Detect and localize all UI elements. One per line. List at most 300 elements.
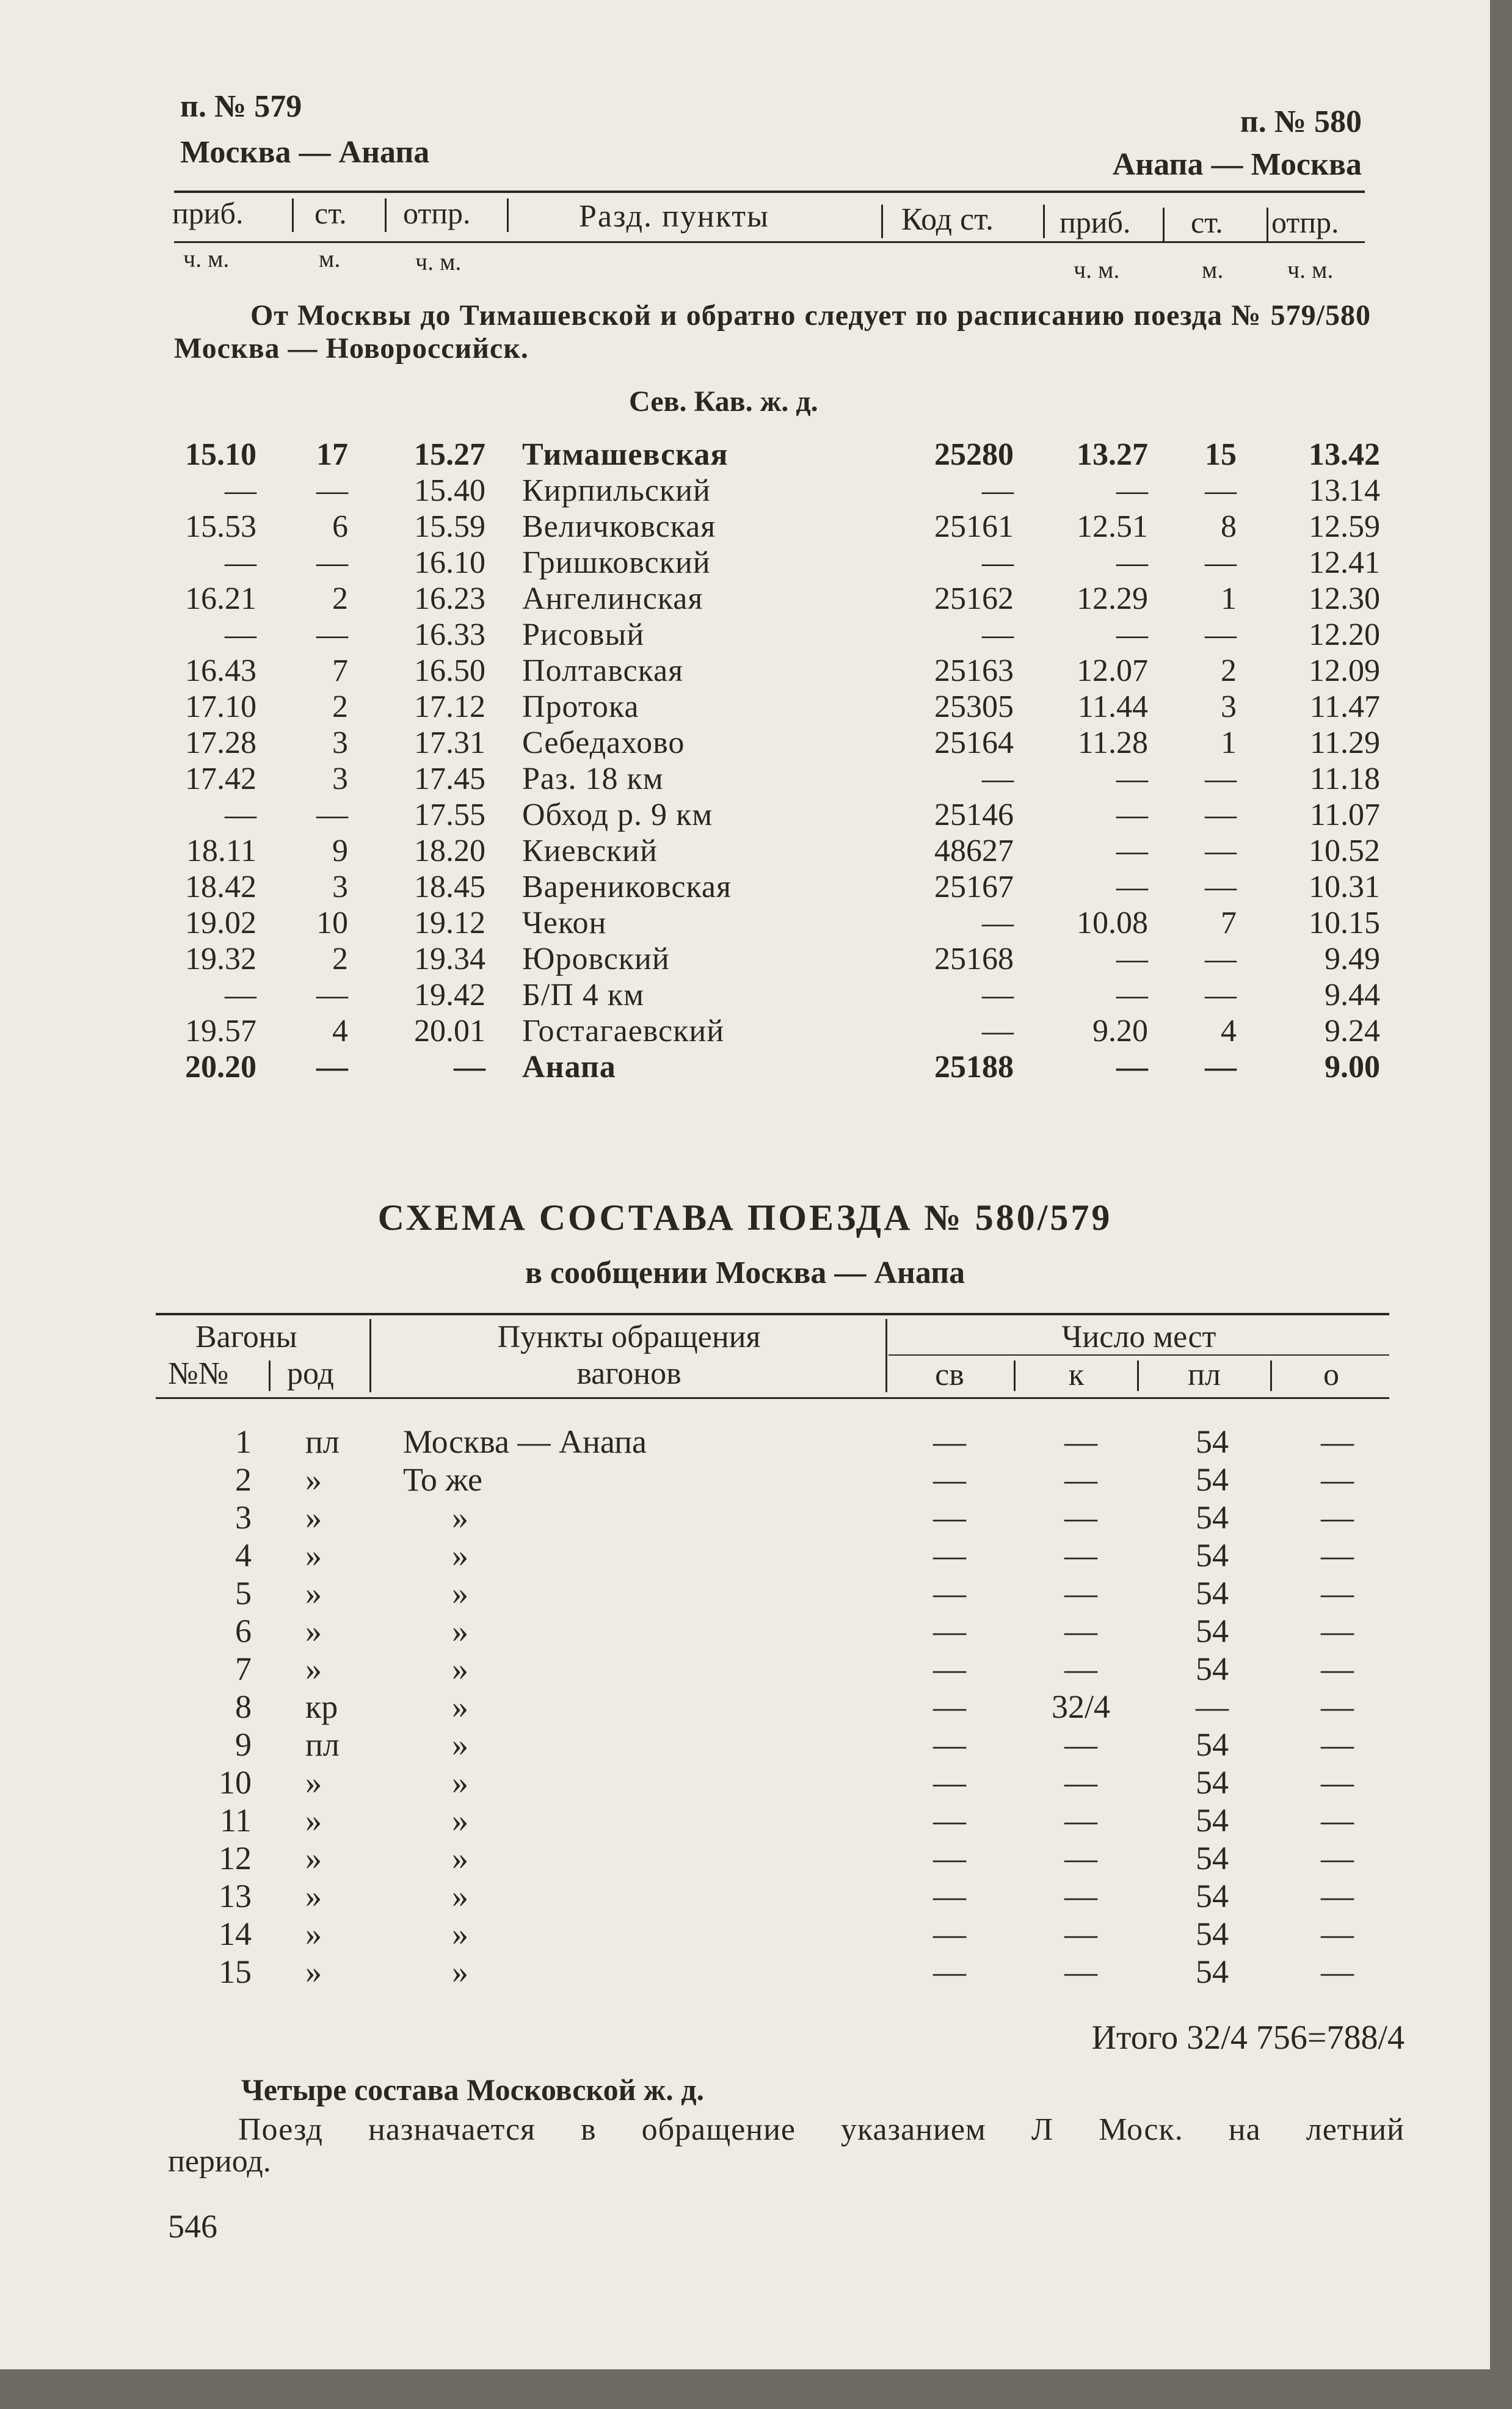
station-name: Гостагаевский — [522, 1014, 725, 1048]
wagon-kind: » — [305, 1916, 322, 1952]
wagon-k: — — [1064, 1423, 1097, 1460]
wagon-kind: » — [305, 1461, 322, 1498]
wagon-n: 6 — [235, 1613, 252, 1649]
wagon-row — [0, 1536, 1490, 1573]
station-stop2: — — [1205, 870, 1237, 904]
wagon-pl: 54 — [1196, 1916, 1229, 1952]
station-code: — — [982, 1014, 1014, 1048]
unit-stop: м. — [319, 245, 341, 272]
scheme-header-k: к — [1068, 1357, 1085, 1392]
station-arr2: 12.07 — [1077, 653, 1148, 688]
left-train-route: Москва — Анапа — [180, 135, 430, 170]
station-code: 48627 — [934, 834, 1014, 868]
wagon-pl: 54 — [1196, 1575, 1229, 1611]
scheme-header-points-2: вагонов — [576, 1356, 681, 1391]
wagon-row — [0, 1764, 1490, 1800]
wagon-kind: » — [305, 1802, 322, 1839]
station-stop2: 1 — [1221, 725, 1237, 760]
station-arr: 19.57 — [185, 1014, 256, 1048]
station-dep2: 11.29 — [1309, 725, 1380, 760]
wagon-row — [0, 1877, 1490, 1914]
wagon-row — [0, 1461, 1490, 1497]
station-arr: 18.42 — [185, 870, 256, 904]
station-dep: 15.59 — [414, 509, 485, 544]
station-dep2: 11.47 — [1309, 689, 1380, 724]
station-dep2: 12.09 — [1309, 653, 1380, 688]
station-dep: 17.12 — [414, 689, 485, 724]
station-stop2: — — [1205, 545, 1237, 580]
station-code: 25305 — [934, 689, 1014, 724]
station-stop2: 3 — [1221, 689, 1237, 724]
timetable-header-rule — [174, 241, 1365, 243]
wagon-sv: — — [933, 1840, 966, 1877]
station-row — [0, 761, 1490, 798]
wagon-kind: пл — [305, 1423, 340, 1460]
station-dep2: 13.14 — [1309, 473, 1380, 508]
station-name: Гришковский — [522, 545, 711, 580]
station-stop2: 1 — [1221, 581, 1237, 616]
wagon-k: — — [1064, 1651, 1097, 1687]
scheme-header-pl: пл — [1188, 1357, 1221, 1392]
wagon-o: — — [1321, 1499, 1354, 1536]
wagon-pl: 54 — [1196, 1726, 1229, 1763]
station-row — [0, 977, 1490, 1014]
wagon-pl: 54 — [1196, 1613, 1229, 1649]
station-stop2: 7 — [1221, 906, 1237, 940]
station-arr2: 9.20 — [1092, 1014, 1148, 1048]
wagon-sv: — — [933, 1651, 966, 1687]
wagon-route: Москва — Анапа — [403, 1423, 647, 1460]
header-arr: приб. — [172, 196, 244, 230]
station-row — [0, 869, 1490, 906]
wagon-n: 13 — [219, 1878, 252, 1914]
wagon-sv: — — [933, 1953, 966, 1990]
wagon-pl: — — [1196, 1688, 1229, 1725]
station-name: Анапа — [522, 1050, 616, 1085]
wagon-n: 12 — [219, 1840, 252, 1877]
wagon-pl: 54 — [1196, 1537, 1229, 1574]
station-code: 25163 — [934, 653, 1014, 688]
station-stop2: — — [1205, 617, 1237, 652]
station-name: Рисовый — [522, 617, 645, 652]
station-arr: — — [225, 978, 256, 1012]
station-dep: 20.01 — [414, 1014, 485, 1048]
header-code: Код ст. — [901, 202, 994, 237]
station-stop2: 4 — [1221, 1014, 1237, 1048]
wagon-pl: 54 — [1196, 1461, 1229, 1498]
station-code: — — [982, 617, 1014, 652]
page-number: 546 — [168, 2208, 217, 2245]
station-code: 25280 — [934, 437, 1014, 472]
station-arr2: 10.08 — [1077, 906, 1148, 940]
station-row — [0, 905, 1490, 942]
station-dep2: 10.52 — [1309, 834, 1380, 868]
station-code: — — [982, 978, 1014, 1012]
wagon-row — [0, 1726, 1490, 1762]
unit-dep2: ч. м. — [1287, 256, 1334, 283]
right-train-route: Анапа — Москва — [1112, 147, 1362, 182]
station-name: Кирпильский — [522, 473, 711, 508]
scheme-header-wagons: Вагоны — [195, 1320, 297, 1354]
wagon-sv: — — [933, 1499, 966, 1536]
station-stop2: — — [1205, 978, 1237, 1012]
station-dep2: 9.24 — [1325, 1014, 1380, 1048]
wagon-route: » — [452, 1575, 468, 1611]
unit-stop2: м. — [1202, 256, 1224, 283]
wagon-n: 4 — [235, 1537, 252, 1574]
wagon-k: — — [1064, 1878, 1097, 1914]
left-train-number: п. № 579 — [180, 89, 302, 124]
station-stop2: — — [1205, 834, 1237, 868]
station-stop: — — [316, 798, 348, 832]
station-dep: 16.50 — [414, 653, 485, 688]
wagon-route: » — [452, 1916, 468, 1952]
station-dep: 15.40 — [414, 473, 485, 508]
wagon-o: — — [1321, 1651, 1354, 1687]
wagon-route: » — [452, 1840, 468, 1877]
wagon-row — [0, 1839, 1490, 1876]
wagon-pl: 54 — [1196, 1764, 1229, 1801]
wagon-row — [0, 1423, 1490, 1459]
timetable-top-rule — [174, 191, 1365, 193]
station-stop: — — [316, 1050, 348, 1085]
station-code: 25146 — [934, 798, 1014, 832]
header-stop: ст. — [314, 196, 347, 230]
station-row — [0, 545, 1490, 581]
wagon-sv: — — [933, 1878, 966, 1914]
wagon-route: » — [452, 1537, 468, 1574]
wagon-pl: 54 — [1196, 1840, 1229, 1877]
station-code: — — [982, 545, 1014, 580]
header-points: Разд. пункты — [579, 199, 769, 234]
wagon-k: — — [1064, 1613, 1097, 1649]
station-arr: 16.21 — [185, 581, 256, 616]
station-stop2: 8 — [1221, 509, 1237, 544]
station-dep2: 9.44 — [1325, 978, 1380, 1012]
header-arr2: приб. — [1059, 205, 1131, 239]
station-code: — — [982, 906, 1014, 940]
wagon-n: 10 — [219, 1764, 252, 1801]
scheme-header-sv: св — [935, 1357, 964, 1392]
wagon-route: » — [452, 1764, 468, 1801]
station-stop2: — — [1205, 473, 1237, 508]
wagon-sv: — — [933, 1764, 966, 1801]
wagon-o: — — [1321, 1802, 1354, 1839]
schedule-note-line-2: период. — [168, 2144, 271, 2179]
wagon-row — [0, 1688, 1490, 1724]
station-stop: 2 — [332, 581, 348, 616]
wagon-o: — — [1321, 1613, 1354, 1649]
station-stop: 3 — [332, 870, 348, 904]
station-dep2: 12.20 — [1309, 617, 1380, 652]
station-dep: 18.45 — [414, 870, 485, 904]
station-stop: 6 — [332, 509, 348, 544]
wagon-sv: — — [933, 1726, 966, 1763]
station-dep: — — [454, 1050, 485, 1085]
station-stop: 3 — [332, 761, 348, 796]
scheme-title: СХЕМА СОСТАВА ПОЕЗДА № 580/579 — [377, 1197, 1113, 1238]
station-dep2: 11.18 — [1309, 761, 1380, 796]
wagon-pl: 54 — [1196, 1499, 1229, 1536]
station-row — [0, 833, 1490, 870]
wagon-o: — — [1321, 1423, 1354, 1460]
station-row — [0, 581, 1490, 617]
wagon-route: » — [452, 1802, 468, 1839]
unit-arr: ч. м. — [183, 245, 230, 272]
wagon-pl: 54 — [1196, 1423, 1229, 1460]
station-name: Тимашевская — [522, 437, 729, 472]
station-arr2: 11.28 — [1077, 725, 1148, 760]
wagon-row — [0, 1953, 1490, 1989]
wagon-n: 1 — [235, 1423, 252, 1460]
station-stop2: 15 — [1205, 437, 1237, 472]
wagon-pl: 54 — [1196, 1802, 1229, 1839]
station-stop: — — [316, 617, 348, 652]
wagon-row — [0, 1612, 1490, 1649]
station-row — [0, 1049, 1490, 1086]
station-dep: 17.31 — [414, 725, 485, 760]
station-arr2: — — [1116, 978, 1148, 1012]
station-arr2: — — [1116, 834, 1148, 868]
station-stop2: — — [1205, 1050, 1237, 1085]
station-name: Чекон — [522, 906, 607, 940]
station-dep2: 13.42 — [1309, 437, 1380, 472]
station-arr2: — — [1116, 761, 1148, 796]
station-arr: 20.20 — [185, 1050, 256, 1085]
wagon-n: 7 — [235, 1651, 252, 1687]
station-dep: 16.23 — [414, 581, 485, 616]
wagon-o: — — [1321, 1537, 1354, 1574]
station-dep: 16.33 — [414, 617, 485, 652]
station-row — [0, 473, 1490, 509]
wagon-n: 15 — [219, 1953, 252, 1990]
station-stop2: — — [1205, 761, 1237, 796]
station-name: Варениковская — [522, 870, 732, 904]
station-dep: 16.10 — [414, 545, 485, 580]
station-stop: 17 — [316, 437, 348, 472]
station-dep: 15.27 — [414, 437, 485, 472]
wagon-route: То же — [403, 1461, 482, 1498]
station-row — [0, 1013, 1490, 1050]
wagon-sv: — — [933, 1461, 966, 1498]
wagon-sv: — — [933, 1423, 966, 1460]
wagon-pl: 54 — [1196, 1651, 1229, 1687]
route-note: От Москвы до Тимашевской и обратно следует по расписанию поезда № 579/580 Москва — Новороссийск. — [174, 299, 1371, 365]
wagon-k: — — [1064, 1575, 1097, 1611]
station-arr: 19.02 — [185, 906, 256, 940]
station-arr: 17.10 — [185, 689, 256, 724]
station-dep2: 9.00 — [1325, 1050, 1380, 1085]
wagon-o: — — [1321, 1916, 1354, 1952]
station-code: 25164 — [934, 725, 1014, 760]
wagon-sv: — — [933, 1916, 966, 1952]
station-name: Б/П 4 км — [522, 978, 645, 1012]
wagon-o: — — [1321, 1575, 1354, 1611]
station-stop2: — — [1205, 798, 1237, 832]
wagon-sv: — — [933, 1688, 966, 1725]
station-dep2: 11.07 — [1309, 798, 1380, 832]
station-arr2: — — [1116, 942, 1148, 976]
wagon-kind: » — [305, 1537, 322, 1574]
station-stop2: — — [1205, 942, 1237, 976]
station-arr2: — — [1116, 870, 1148, 904]
wagon-route: » — [452, 1499, 468, 1536]
station-stop2: 2 — [1221, 653, 1237, 688]
scheme-header-rule — [156, 1397, 1389, 1399]
station-dep: 18.20 — [414, 834, 485, 868]
wagon-route: » — [452, 1878, 468, 1914]
station-arr: 15.53 — [185, 509, 256, 544]
wagon-route: » — [452, 1651, 468, 1687]
wagon-kind: » — [305, 1575, 322, 1611]
station-arr2: — — [1116, 473, 1148, 508]
station-stop: 2 — [332, 942, 348, 976]
wagon-sv: — — [933, 1575, 966, 1611]
station-code: 25168 — [934, 942, 1014, 976]
station-name: Юровский — [522, 942, 670, 976]
station-row — [0, 689, 1490, 725]
station-code: 25167 — [934, 870, 1014, 904]
wagon-row — [0, 1915, 1490, 1952]
wagon-route: » — [452, 1613, 468, 1649]
header-dep2: отпр. — [1271, 205, 1339, 239]
station-dep: 19.12 — [414, 906, 485, 940]
wagon-n: 8 — [235, 1688, 252, 1725]
wagon-k: — — [1064, 1840, 1097, 1877]
wagon-route: » — [452, 1726, 468, 1763]
wagon-row — [0, 1499, 1490, 1535]
station-row — [0, 941, 1490, 978]
station-arr: 18.11 — [186, 834, 256, 868]
wagon-k: — — [1064, 1537, 1097, 1574]
railway-name: Сев. Кав. ж. д. — [629, 385, 818, 418]
station-arr: — — [225, 545, 256, 580]
wagon-o: — — [1321, 1840, 1354, 1877]
wagon-kind: » — [305, 1878, 322, 1914]
wagon-kind: » — [305, 1840, 322, 1877]
wagon-row — [0, 1574, 1490, 1611]
station-code: — — [982, 761, 1014, 796]
station-arr2: — — [1116, 545, 1148, 580]
station-arr2: 13.27 — [1077, 437, 1148, 472]
unit-arr2: ч. м. — [1074, 256, 1120, 283]
wagon-pl: 54 — [1196, 1878, 1229, 1914]
wagon-sv: — — [933, 1613, 966, 1649]
wagon-o: — — [1321, 1461, 1354, 1498]
station-stop: 9 — [332, 834, 348, 868]
station-row — [0, 509, 1490, 545]
wagon-n: 11 — [220, 1802, 252, 1839]
station-name: Себедахово — [522, 725, 685, 760]
station-arr2: 11.44 — [1077, 689, 1148, 724]
station-dep2: 12.59 — [1309, 509, 1380, 544]
wagon-k: — — [1064, 1764, 1097, 1801]
wagon-route: » — [452, 1688, 468, 1725]
wagon-kind: пл — [305, 1726, 340, 1763]
station-arr: 17.28 — [185, 725, 256, 760]
station-row — [0, 653, 1490, 689]
station-dep: 19.42 — [414, 978, 485, 1012]
station-arr: 15.10 — [185, 437, 256, 472]
wagon-k: 32/4 — [1051, 1688, 1110, 1725]
station-arr2: — — [1116, 617, 1148, 652]
wagon-kind: » — [305, 1764, 322, 1801]
station-dep2: 12.30 — [1309, 581, 1380, 616]
station-dep: 19.34 — [414, 942, 485, 976]
scheme-header-num: №№ — [168, 1356, 229, 1391]
wagon-k: — — [1064, 1953, 1097, 1990]
station-name: Киевский — [522, 834, 658, 868]
station-name: Величковская — [522, 509, 716, 544]
station-code: 25161 — [934, 509, 1014, 544]
station-dep2: 12.41 — [1309, 545, 1380, 580]
unit-dep: ч. м. — [415, 248, 462, 275]
wagon-row — [0, 1801, 1490, 1838]
wagon-o: — — [1321, 1726, 1354, 1763]
station-dep2: 10.31 — [1309, 870, 1380, 904]
station-arr: 16.43 — [185, 653, 256, 688]
wagon-k: — — [1064, 1802, 1097, 1839]
station-name: Раз. 18 км — [522, 761, 664, 796]
scheme-top-rule — [156, 1313, 1389, 1315]
station-name: Ангелинская — [522, 581, 703, 616]
station-code: 25188 — [934, 1050, 1014, 1085]
right-train-number: п. № 580 — [1240, 104, 1362, 139]
wagon-n: 3 — [235, 1499, 252, 1536]
station-arr: — — [225, 798, 256, 832]
schedule-note-line-1: Поезд назначается в обращение указанием Л Моск. на летний — [238, 2112, 1405, 2147]
wagon-kind: » — [305, 1651, 322, 1687]
station-code: 25162 — [934, 581, 1014, 616]
station-stop: — — [316, 545, 348, 580]
scheme-subtitle: в сообщении Москва — Анапа — [525, 1255, 965, 1290]
wagon-pl: 54 — [1196, 1953, 1229, 1990]
wagon-route: » — [452, 1953, 468, 1990]
station-name: Обход р. 9 км — [522, 798, 713, 832]
wagon-k: — — [1064, 1916, 1097, 1952]
station-name: Протока — [522, 689, 639, 724]
scheme-total: Итого 32/4 756=788/4 — [1091, 2019, 1405, 2057]
station-stop: — — [316, 473, 348, 508]
station-code: — — [982, 473, 1014, 508]
station-row — [0, 437, 1490, 473]
wagon-n: 2 — [235, 1461, 252, 1498]
header-dep: отпр. — [403, 196, 471, 230]
station-arr2: — — [1116, 798, 1148, 832]
station-stop: 3 — [332, 725, 348, 760]
wagon-n: 14 — [219, 1916, 252, 1952]
station-dep: 17.55 — [414, 798, 485, 832]
scheme-header-o: о — [1323, 1357, 1339, 1392]
wagon-o: — — [1321, 1953, 1354, 1990]
header-stop2: ст. — [1191, 205, 1223, 239]
station-dep2: 10.15 — [1309, 906, 1380, 940]
station-arr: — — [225, 473, 256, 508]
station-dep2: 9.49 — [1325, 942, 1380, 976]
sets-note: Четыре состава Московской ж. д. — [241, 2073, 704, 2107]
station-arr2: 12.29 — [1077, 581, 1148, 616]
wagon-o: — — [1321, 1878, 1354, 1914]
wagon-k: — — [1064, 1461, 1097, 1498]
scheme-header-seats: Число мест — [1061, 1320, 1216, 1354]
station-stop: 2 — [332, 689, 348, 724]
station-arr2: 12.51 — [1077, 509, 1148, 544]
wagon-sv: — — [933, 1802, 966, 1839]
station-arr: — — [225, 617, 256, 652]
wagon-kind: » — [305, 1499, 322, 1536]
wagon-kind: » — [305, 1613, 322, 1649]
station-stop: 7 — [332, 653, 348, 688]
